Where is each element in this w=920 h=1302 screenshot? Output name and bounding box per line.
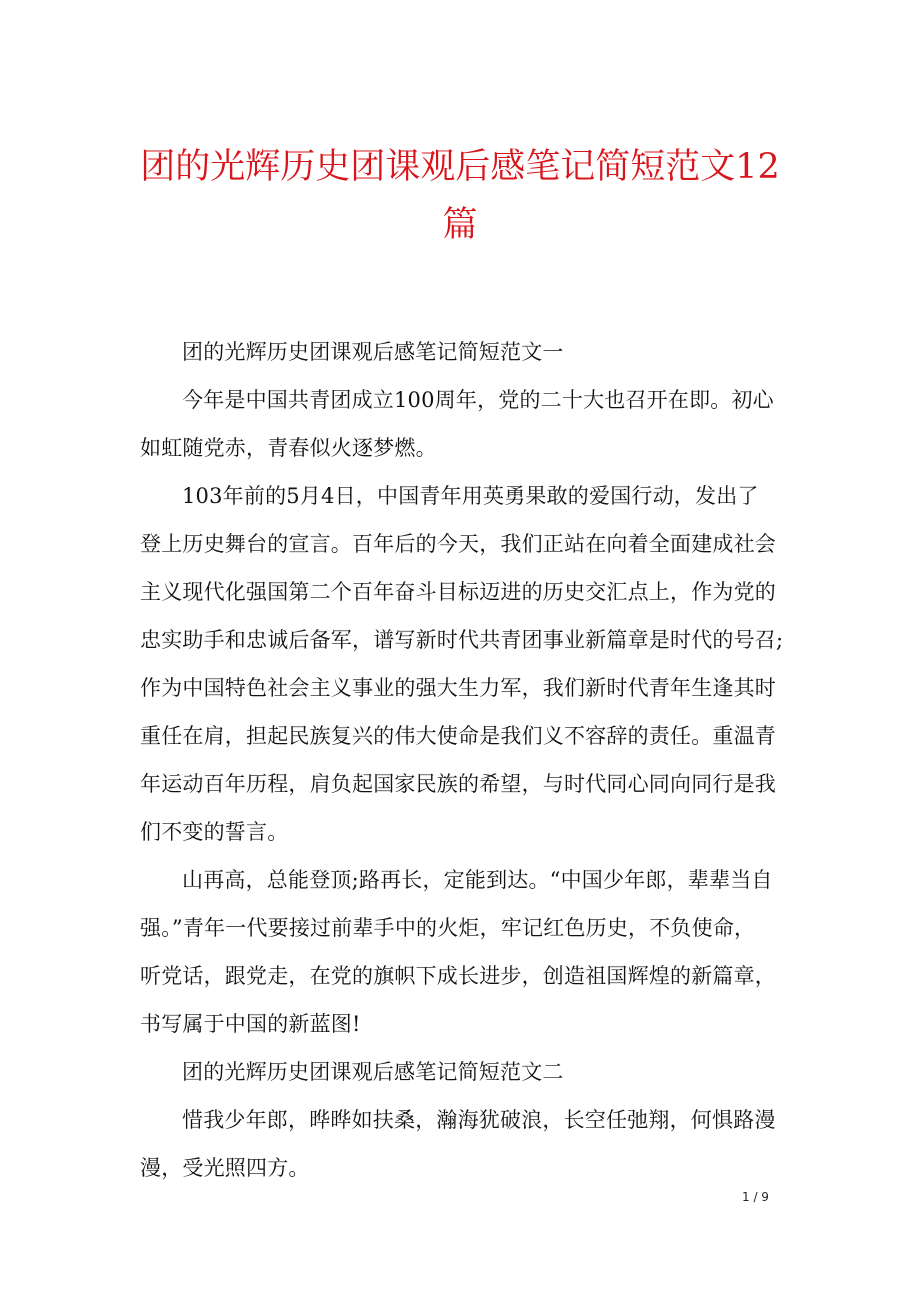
body-line: 年运动百年历程，肩负起国家民族的希望，与时代同心同向同行是我 bbox=[140, 772, 776, 796]
page-number: 1 / 9 bbox=[742, 1190, 769, 1204]
body-line: 听党话，跟党走，在党的旗帜下成长进步，创造祖国辉煌的新篇章， bbox=[140, 964, 776, 988]
section-heading-1: 团的光辉历史团课观后感笔记简短范文一 bbox=[182, 340, 564, 364]
body-line: 103年前的5月4日，中国青年用英勇果敢的爱国行动，发出了 bbox=[182, 484, 759, 508]
document-title-line-1: 团的光辉历史团课观后感笔记简短范文12 bbox=[140, 147, 780, 187]
body-line: 登上历史舞台的宣言。百年后的今天，我们正站在向着全面建成社会 bbox=[140, 532, 776, 556]
body-line: 山再高，总能登顶;路再长，定能到达。“中国少年郎，辈辈当自 bbox=[182, 868, 773, 892]
body-line: 今年是中国共青团成立100周年，党的二十大也召开在即。初心 bbox=[182, 388, 774, 412]
body-line: 惜我少年郎，晔晔如扶桑，瀚海犹破浪，长空任弛翔，何惧路漫 bbox=[182, 1108, 776, 1132]
body-line: 强。”青年一代要接过前辈手中的火炬，牢记红色历史，不负使命， bbox=[140, 916, 756, 940]
body-line: 重任在肩，担起民族复兴的伟大使命是我们义不容辞的责任。重温青 bbox=[140, 724, 776, 748]
body-line: 作为中国特色社会主义事业的强大生力军，我们新时代青年生逢其时 bbox=[140, 676, 776, 700]
body-line: 书写属于中国的新蓝图! bbox=[140, 1012, 361, 1036]
body-line: 们不变的誓言。 bbox=[140, 820, 289, 844]
body-line: 漫，受光照四方。 bbox=[140, 1156, 310, 1180]
section-heading-2: 团的光辉历史团课观后感笔记简短范文二 bbox=[182, 1060, 564, 1084]
body-line: 如虹随党赤，青春似火逐梦燃。 bbox=[140, 436, 437, 460]
body-line: 主义现代化强国第二个百年奋斗目标迈进的历史交汇点上，作为党的 bbox=[140, 580, 776, 604]
document-title-line-2: 篇 bbox=[442, 205, 478, 245]
body-line: 忠实助手和忠诚后备军，谱写新时代共青团事业新篇章是时代的号召; bbox=[140, 628, 784, 652]
